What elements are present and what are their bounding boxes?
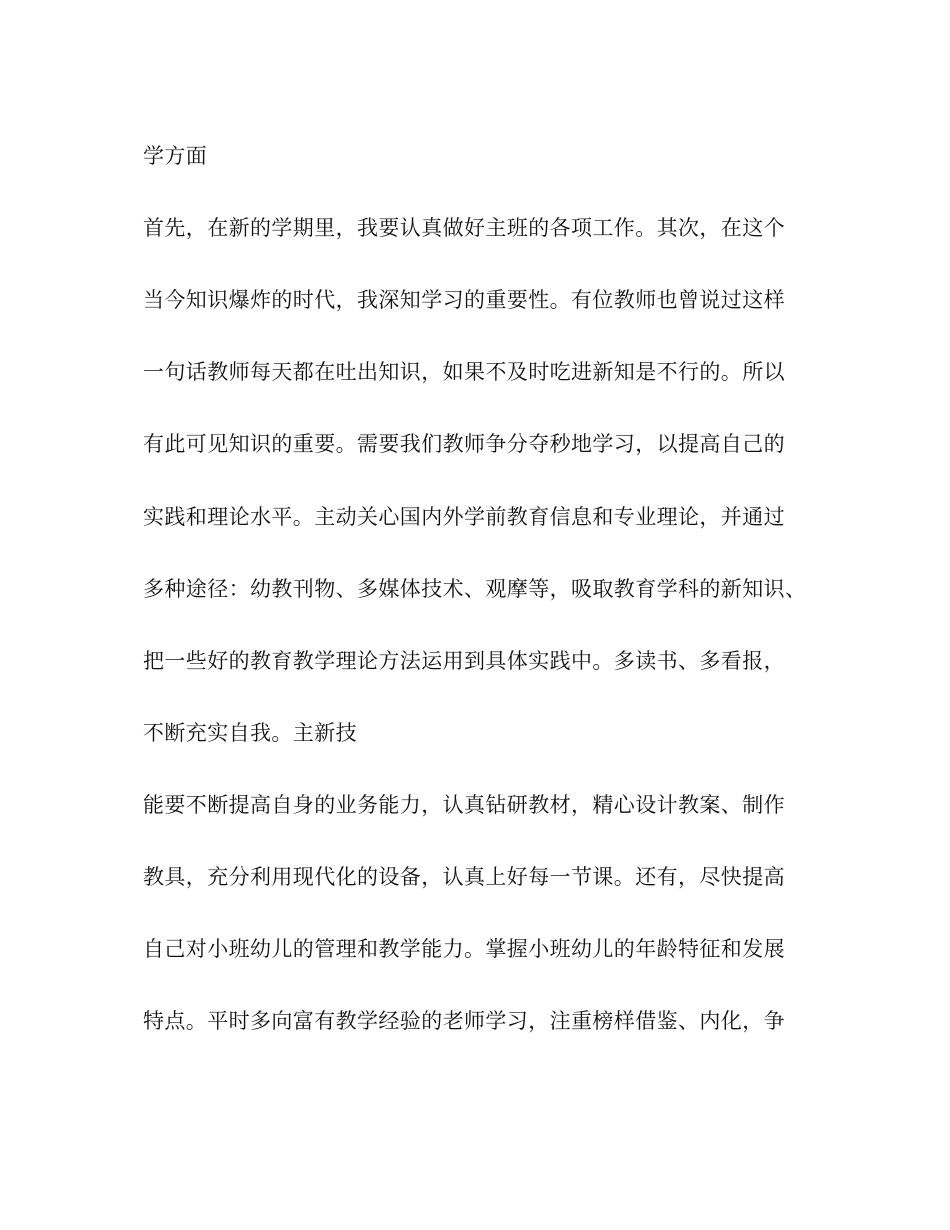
text-line: 实践和理论水平。主动关心国内外学前教育信息和专业理论，并通过 — [143, 505, 785, 529]
text-line: 自己对小班幼儿的管理和教学能力。掌握小班幼儿的年龄特征和发展 — [143, 937, 785, 961]
text-line: 首先，在新的学期里，我要认真做好主班的各项工作。其次，在这个 — [143, 216, 785, 240]
text-line: 多种途径：幼教刊物、多媒体技术、观摩等，吸取教育学科的新知识、 — [143, 577, 807, 601]
text-line: 不断充实自我。主新技 — [143, 721, 357, 745]
text-line: 一句话教师每天都在吐出知识，如果不及时吃进新知是不行的。所以 — [143, 360, 785, 384]
text-line: 特点。平时多向富有教学经验的老师学习，注重榜样借鉴、内化，争 — [143, 1009, 785, 1033]
text-line: 有此可见知识的重要。需要我们教师争分夺秒地学习，以提高自己的 — [143, 432, 785, 456]
text-line: 能要不断提高自身的业务能力，认真钻研教材，精心设计教案、制作 — [143, 793, 785, 817]
text-line: 教具，充分利用现代化的设备，认真上好每一节课。还有，尽快提高 — [143, 865, 785, 889]
text-line: 把一些好的教育教学理论方法运用到具体实践中。多读书、多看报， — [143, 649, 785, 673]
text-line: 当今知识爆炸的时代，我深知学习的重要性。有位教师也曾说过这样 — [143, 288, 785, 312]
text-line: 学方面 — [143, 144, 208, 168]
